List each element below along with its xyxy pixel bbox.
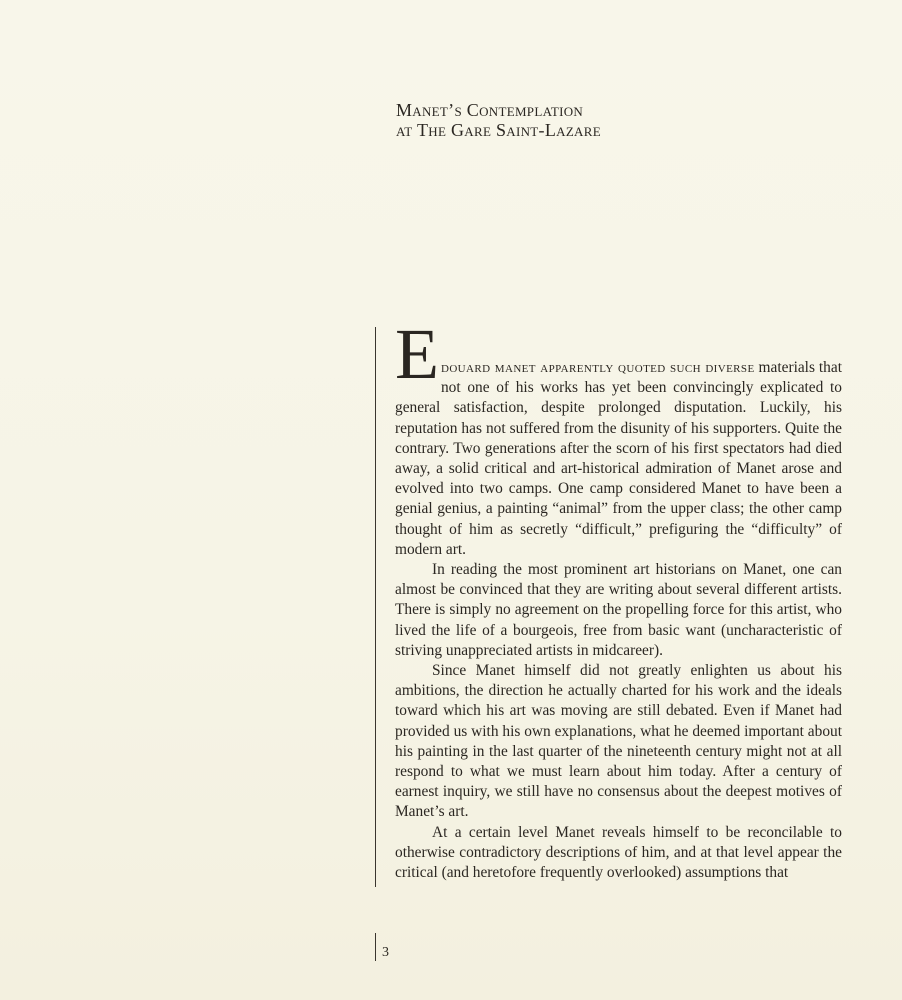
margin-rule — [375, 327, 376, 887]
paragraph-1-text: materials that not one of his works has yet been convincingly explicated to general satisfaction, despite prolonged disputation. Luckily, his reputation has not suffered from the disunity of his supporters. Quite the contrary. Two generations after the scorn of his first spectators had died away, a solid critical and art-historical admiration of Manet arose and evolved into two camps. One camp considered Manet to have been a genial genius, a painting “animal” from the upper class; the other camp thought of him as secretly “difficult,” prefiguring the “difficulty” of modern art. — [395, 359, 842, 558]
lead-in-small-caps: douard manet apparently quoted such diverse — [440, 359, 755, 376]
chapter-title-line-2: at The Gare Saint-Lazare — [396, 120, 601, 140]
drop-cap: E — [395, 314, 439, 394]
paragraph-1 — [395, 314, 842, 560]
folio-rule — [375, 933, 376, 961]
paragraph-3: Since Manet himself did not greatly enlighten us about his ambitions, the direction he actually charted for his work and the ideals toward which his art was moving are still debated. Even if Manet had provided us with his own explanations, what he deemed important about his painting in the last quarter of the nineteenth century might not at all respond to what we must learn about him today. After a century of earnest inquiry, we still have no consensus about the deepest motives of Manet’s art. — [395, 662, 842, 821]
chapter-title-line-1: Manet’s Contemplation — [396, 100, 584, 120]
paragraph-4: At a certain level Manet reveals himself to be reconcilable to otherwise contradictory descriptions of him, and at that level appear the critical (and heretofore frequently overlooked) assumptions that — [395, 823, 842, 882]
body-text-column — [395, 314, 842, 883]
drop-cap-spacer — [395, 322, 842, 358]
page-number: 3 — [382, 945, 389, 960]
chapter-title — [396, 100, 866, 140]
paragraph-2: In reading the most prominent art historians on Manet, one can almost be convinced that they are writing about several different artists. There is simply no agreement on the propelling force for this artist, who lived the life of a bourgeois, free from basic want (uncharacteristic of striving unappreciated artists in midcareer). — [395, 561, 842, 659]
